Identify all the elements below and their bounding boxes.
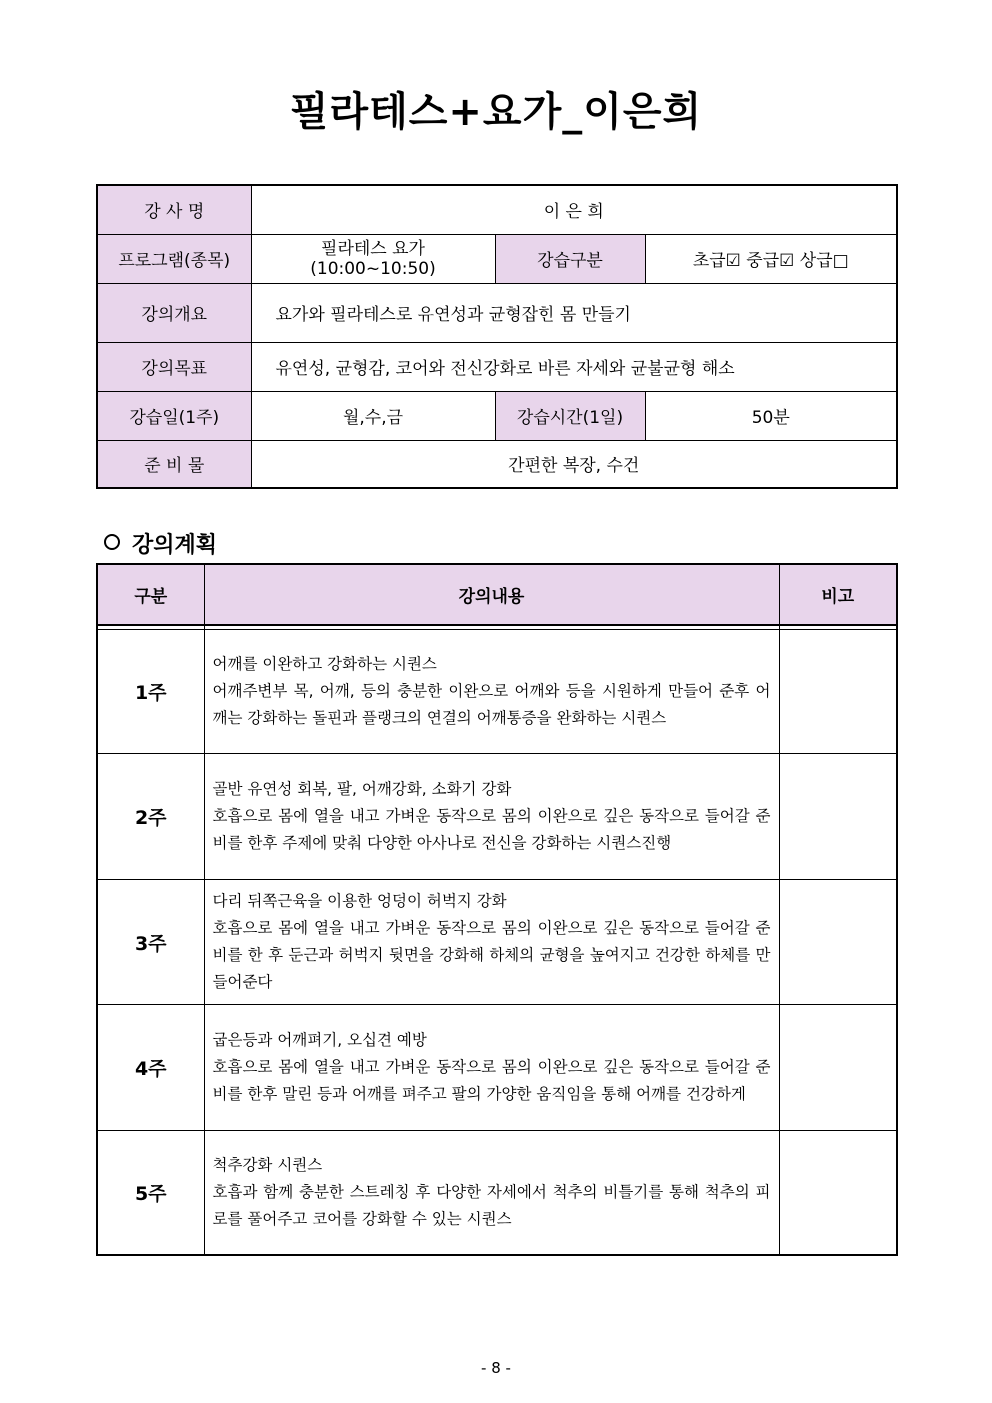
table-row (97, 1131, 897, 1255)
level-label: 강습구분 (495, 234, 645, 283)
header-week: 구분 (97, 564, 204, 625)
instructor-label: 강 사 명 (97, 185, 251, 234)
week-note (779, 754, 897, 880)
program-time: (10:00~10:50) (310, 258, 436, 279)
week-description: 호흡과 함께 충분한 스트레칭 후 다양한 자세에서 척추의 비틀기를 통해 척추의 피로를 풀어주고 코어를 강화할 수 있는 시퀀스 (212, 1182, 771, 1228)
goal-label: 강의목표 (97, 342, 251, 391)
plan-heading (104, 528, 217, 559)
lecture-plan-table (96, 563, 898, 1256)
page-number: - 8 - (481, 1359, 511, 1377)
plan-header-row (97, 564, 897, 625)
week-label: 3주 (97, 880, 204, 1005)
header-content: 강의내용 (204, 564, 779, 625)
prep-value: 간편한 복장, 수건 (251, 440, 897, 488)
program-value (251, 234, 495, 283)
header-note: 비고 (779, 564, 897, 625)
program-name: 필라테스 요가 (321, 238, 425, 259)
overview-label: 강의개요 (97, 283, 251, 342)
week-content (204, 630, 779, 754)
overview-row (97, 283, 897, 342)
program-label: 프로그램(종목) (97, 234, 251, 283)
program-row (97, 234, 897, 283)
level-value: 초급☑ 중급☑ 상급□ (645, 234, 897, 283)
instructor-value: 이 은 희 (251, 185, 897, 234)
week-description: 어깨주변부 목, 어깨, 등의 충분한 이완으로 어깨와 등을 시원하게 만들어 준후 어깨는 강화하는 돌핀과 플랭크의 연결의 어깨통증을 완화하는 시퀀스 (212, 682, 771, 727)
week-description: 호흡으로 몸에 열을 내고 가벼운 동작으로 몸의 이완으로 깊은 동작으로 들어갈 준비를 한후 말린 등과 어깨를 펴주고 팔의 가양한 움직임을 통해 어깨를 건강하게 (212, 1058, 771, 1103)
goal-value: 유연성, 균형감, 코어와 전신강화로 바른 자세와 균불균형 해소 (251, 342, 897, 391)
week-description: 호흡으로 몸에 열을 내고 가벼운 동작으로 몸의 이완으로 깊은 동작으로 들어갈 준비를 한후 주제에 맞춰 다양한 아사나로 전신을 강화하는 시퀀스진행 (212, 807, 771, 852)
days-label: 강습일(1주) (97, 391, 251, 440)
week-content (204, 1131, 779, 1255)
week-description: 호흡으로 몸에 열을 내고 가벼운 동작으로 몸의 이완으로 깊은 동작으로 들어갈 준비를 한 후 둔근과 허벅지 뒷면을 강화해 하체의 균형을 높여지고 건강한 하체를 만들어준다 (212, 919, 771, 991)
week-label: 2주 (97, 754, 204, 880)
week-topic: 척추강화 시퀀스 (212, 1155, 323, 1174)
prep-label: 준 비 물 (97, 440, 251, 488)
table-row (97, 754, 897, 880)
week-note (779, 630, 897, 754)
week-note (779, 880, 897, 1005)
circle-bullet-icon (104, 534, 120, 550)
week-label: 1주 (97, 630, 204, 754)
week-label: 5주 (97, 1131, 204, 1255)
week-note (779, 1131, 897, 1255)
time-value: 50분 (645, 391, 897, 440)
table-row (97, 1005, 897, 1131)
week-content (204, 754, 779, 880)
course-info-table (96, 184, 898, 489)
week-topic: 다리 뒤쪽근육을 이용한 엉덩이 허벅지 강화 (212, 892, 507, 910)
time-label: 강습시간(1일) (495, 391, 645, 440)
week-topic: 굽은등과 어깨펴기, 오십견 예방 (212, 1031, 427, 1049)
document-title: 필라테스+요가_이은희 (289, 89, 703, 135)
week-topic: 골반 유연성 회복, 팔, 어깨강화, 소화기 강화 (212, 780, 512, 798)
week-content (204, 1005, 779, 1131)
week-label: 4주 (97, 1005, 204, 1131)
week-note (779, 1005, 897, 1131)
schedule-row (97, 391, 897, 440)
table-row (97, 630, 897, 754)
prep-row (97, 440, 897, 488)
instructor-row (97, 185, 897, 234)
days-value: 월,수,금 (251, 391, 495, 440)
plan-heading-text: 강의계획 (132, 533, 218, 558)
week-topic: 어깨를 이완하고 강화하는 시퀀스 (212, 655, 437, 673)
week-content (204, 880, 779, 1005)
table-row (97, 880, 897, 1005)
goal-row (97, 342, 897, 391)
overview-value: 요가와 필라테스로 유연성과 균형잡힌 몸 만들기 (251, 283, 897, 342)
